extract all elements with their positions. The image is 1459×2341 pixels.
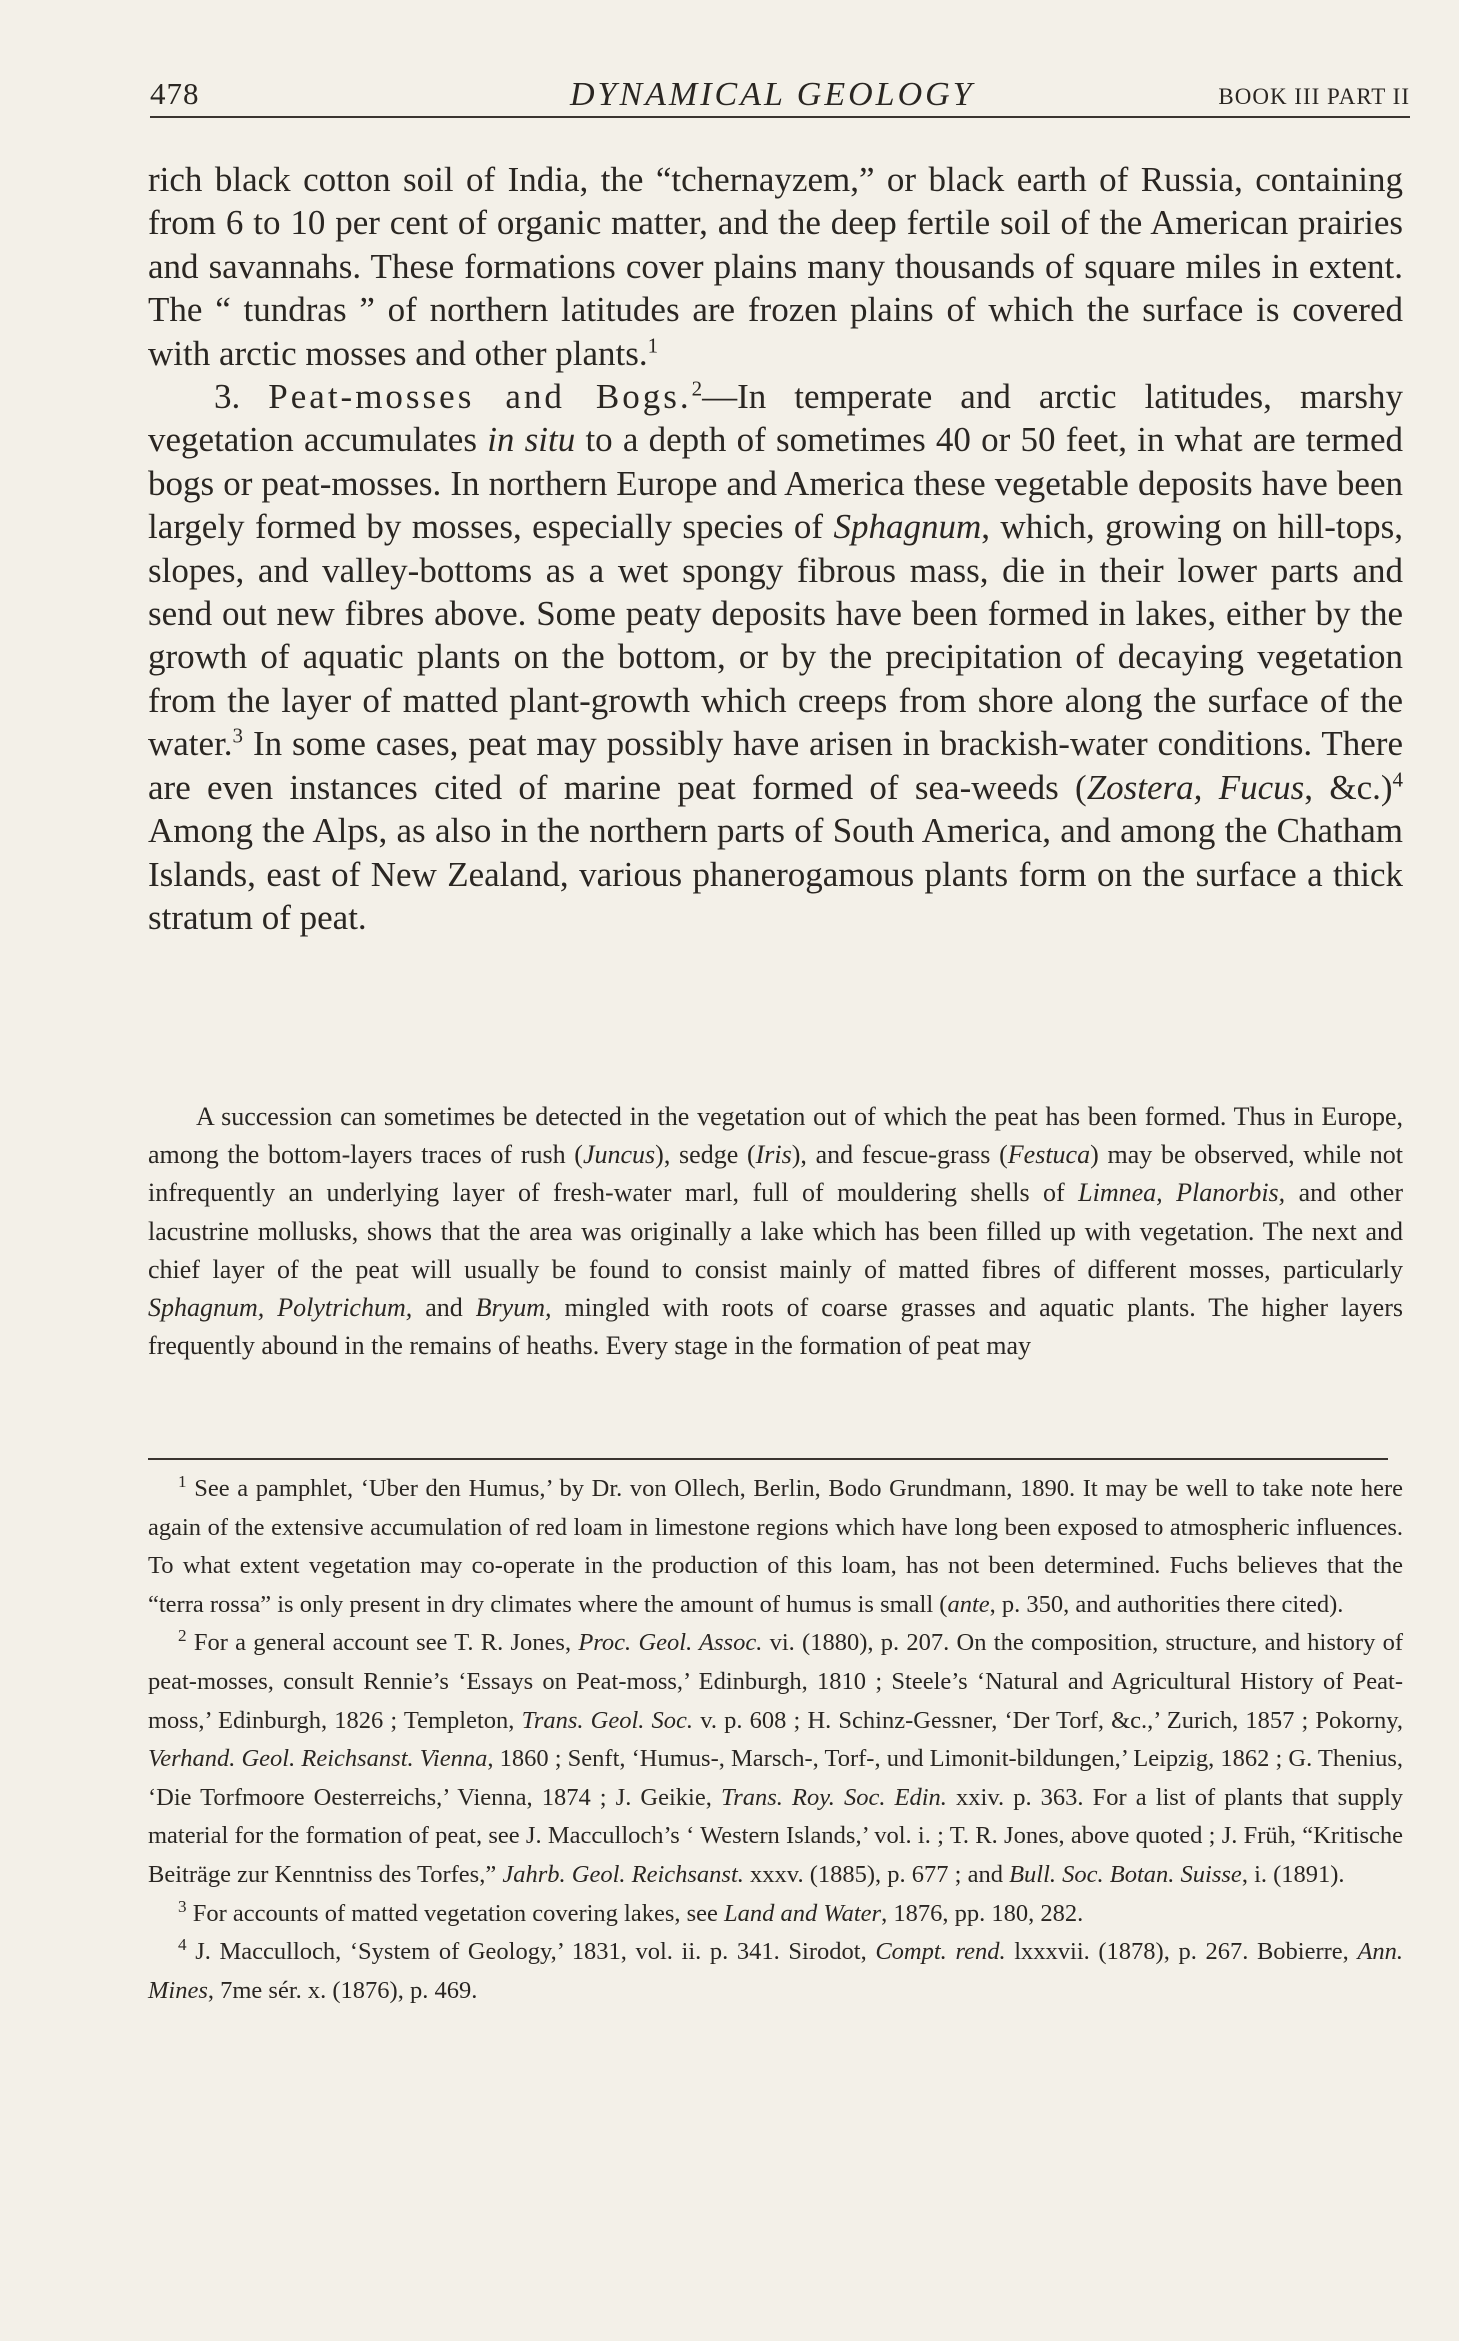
footnote-mark: 1 — [178, 1471, 187, 1491]
footnote-3 — [148, 1895, 1403, 1934]
section-heading: Peat-mosses and Bogs. — [268, 377, 692, 417]
text-run: , p. 350, and authorities there cited). — [989, 1590, 1344, 1618]
page-number: 478 — [150, 76, 200, 111]
running-header — [150, 72, 1410, 118]
text-run: Among the Alps, as also in the northern parts of South America, and among the Chatham Islands, east of New Zealand, various phanerogamous plants form on the surface a thick stratum of peat. — [148, 811, 1403, 937]
italic-term: Sphagnum — [833, 507, 982, 547]
text-run: See a pamphlet, ‘Uber den Humus,’ by Dr. von Ollech, Berlin, Bodo Grundmann, 1890. It may be well to take note here again of the extensive accumulation of red loam in limestone regions which have long been exposed to atmospheric influences. To what extent vegetation may co-operate in the production of this loam, has not been determined. Fuchs believes that the “terra rossa” is only present in dry climates where the amount of humus is small ( — [148, 1475, 1403, 1618]
text-run: mingled with roots of coarse grasses and aquatic plants. The higher layers frequently abound in the remains of heaths. Every stage in the formation of peat may — [148, 1293, 1403, 1361]
book-part-label: BOOK III PART II — [1218, 84, 1410, 109]
footnote-ref-1: 1 — [647, 332, 659, 357]
text-run: , 7me sér. x. (1876), p. 469. — [207, 1976, 478, 2004]
italic-term: Bryum, — [475, 1293, 552, 1323]
footnotes — [148, 1470, 1403, 2010]
italic-term: in situ — [487, 420, 576, 460]
footnote-ref-3: 3 — [232, 723, 244, 748]
italic-term: Iris — [755, 1140, 792, 1170]
section-number: 3. — [214, 377, 241, 417]
text-run: , 1860 ; Senft, ‘Humus-, Marsch-, Torf-, und Limonit-bildungen,’ Leipzig, 1862 ; G. Thenius, ‘Die Torfmoore Oesterreichs,’ Vienna, 1874 ; J. Geikie, — [148, 1745, 1403, 1811]
main-text — [148, 158, 1403, 939]
footnote-1 — [148, 1470, 1403, 1624]
text-run: vi. (1880), p. 207. On the composition, structure, and history of peat-mosses, consult Rennie’s ‘Essays on Peat-moss,’ Edinburgh, 1810 ; Steele’s ‘Natural and Agricultural History of Peat-moss,’ Edinburgh, 1826 ; Templeton, — [148, 1629, 1403, 1734]
text-run: , which, growing on hill-tops, slopes, and valley-bottoms as a wet spongy fibrous mass, die in their lower parts and send out new fibres above. Some peaty deposits have been formed in lakes, either by the growth of aquatic plants on the bottom, or by the precipitation of decaying vegetation from the layer of matted plant-growth which creeps from shore along the surface of the water. — [148, 507, 1403, 764]
text-run: J. Macculloch, ‘System of Geology,’ 1831, vol. ii. p. 341. Sirodot, — [186, 1938, 876, 1966]
italic-term: Zostera, Fucus — [1086, 767, 1305, 807]
text-run: ) may be observed, while not infrequently an underlying layer of fresh-water marl, full of mouldering shells of — [148, 1140, 1403, 1208]
italic-term: Ann. Mines — [148, 1938, 1404, 2004]
footnote-4 — [148, 1933, 1403, 2010]
footnote-mark: 4 — [178, 1934, 187, 1954]
italic-term: Compt. rend. — [875, 1938, 1006, 1966]
text-run: lxxxvii. (1878), p. 267. Bobierre, — [1005, 1938, 1358, 1966]
text-run: , i. (1891). — [1241, 1860, 1345, 1888]
italic-term: Proc. Geol. Assoc. — [578, 1629, 763, 1657]
text-run: xxiv. p. 363. For a list of plants that supply material for the formation of peat, see J. Macculloch’s ‘ Western Islands,’ vol. i. ; T. R. Jones, above quoted ; J. Früh, “Kritische Beiträge zur Kenntniss des Torfes,” — [148, 1783, 1404, 1888]
text-run: to a depth of sometimes 40 or 50 feet, in what are termed bogs or peat-mosses. In northern Europe and America these vegetable deposits have been largely formed by mosses, especially species of — [148, 420, 1404, 547]
footnote-mark: 2 — [178, 1626, 187, 1646]
footnote-ref-2: 2 — [691, 376, 703, 401]
text-run: , &c.) — [1304, 767, 1393, 807]
italic-term: Land and Water — [724, 1899, 882, 1927]
paragraph-soils — [148, 158, 1403, 375]
small-print-paragraph — [148, 1098, 1403, 1365]
footnote-mark: 3 — [178, 1896, 187, 1916]
text-run: rich black cotton soil of India, the “tchernayzem,” or black earth of Russia, containing from 6 to 10 per cent of organic matter, and the deep fertile soil of the American prairies and savannahs. These formations cover plains many thousands of square miles in extent. The “ tundras ” of northern latitudes are frozen plains of which the surface is covered with arctic mosses and other plants. — [148, 160, 1403, 373]
italic-term: ante — [947, 1590, 990, 1618]
text-run: —In temperate and arctic latitudes, marshy vegetation accumulates — [148, 377, 1403, 460]
text-run: In some cases, peat may possibly have arisen in brackish-water conditions. There are even instances cited of marine peat formed of sea-weeds ( — [148, 724, 1403, 807]
footnote-ref-4: 4 — [1392, 767, 1404, 792]
text-run: and — [412, 1293, 476, 1323]
italic-term: Festuca — [1007, 1140, 1091, 1170]
footnote-2 — [148, 1624, 1403, 1894]
italic-term: Verhand. Geol. Reichsanst. Vienna — [148, 1745, 488, 1773]
text-run: and other lacustrine mollusks, shows that the area was originally a lake which has been filled up with vegetation. The next and chief layer of the peat will usually be found to consist mainly of matted fibres of different mosses, particularly — [148, 1178, 1404, 1284]
paragraph-peat-mosses — [148, 375, 1403, 939]
text-run: xxxv. (1885), p. 677 ; and — [743, 1860, 1010, 1888]
italic-term: Trans. Geol. Soc. — [521, 1706, 694, 1734]
succession-paragraph — [148, 1098, 1403, 1365]
text-run: , 1876, pp. 180, 282. — [881, 1899, 1084, 1927]
italic-term: Jahrb. Geol. Reichsanst. — [502, 1860, 744, 1888]
italic-term: Trans. Roy. Soc. Edin. — [720, 1783, 947, 1811]
italic-term: Juncus — [582, 1140, 656, 1170]
text-run: For accounts of matted vegetation covering lakes, see — [186, 1899, 725, 1927]
running-title: DYNAMICAL GEOLOGY — [570, 76, 975, 113]
text-run: For a general account see T. R. Jones, — [186, 1629, 579, 1657]
text-run: v. p. 608 ; H. Schinz-Gessner, ‘Der Torf, &c.,’ Zurich, 1857 ; Pokorny, — [693, 1706, 1404, 1734]
text-run: A succession can sometimes be detected in the vegetation out of which the peat has been formed. Thus in Europe, among the bottom-layers traces of rush ( — [148, 1102, 1403, 1170]
italic-term: Sphagnum, Polytrichum, — [148, 1293, 413, 1323]
italic-term: Bull. Soc. Botan. Suisse — [1009, 1860, 1242, 1888]
italic-term: Limnea, Planorbis, — [1078, 1178, 1286, 1208]
text-run: ), sedge ( — [655, 1140, 756, 1170]
footnote-divider — [148, 1458, 1388, 1460]
text-run: ), and fescue-grass ( — [791, 1140, 1008, 1170]
